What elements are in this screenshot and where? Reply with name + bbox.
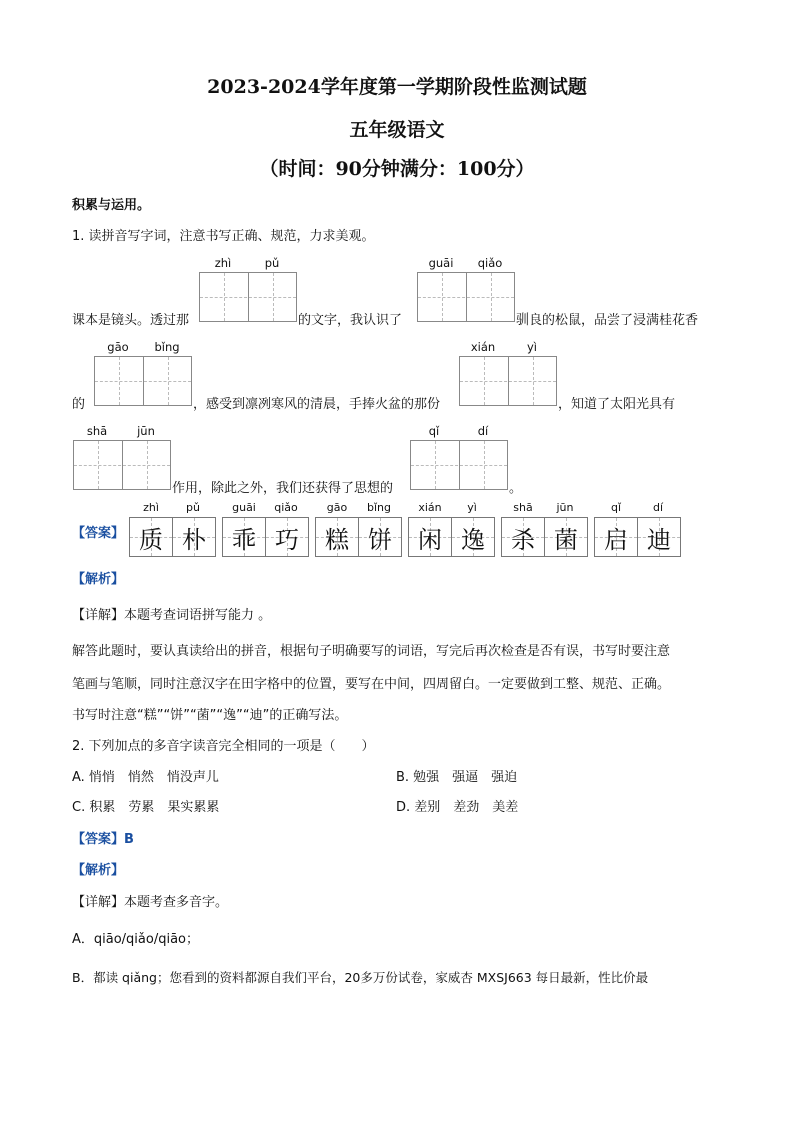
pinyin-yi: yì [526, 340, 537, 354]
answer-grid-1 [129, 517, 216, 557]
grade-subject-title: 五年级语文 [349, 119, 445, 141]
answer-pinyin-qiao: qiǎo [274, 501, 298, 514]
pinyin-sha: shā [86, 424, 108, 438]
pinyin-jun: jūn [137, 424, 155, 438]
writing-grid-6[interactable] [410, 440, 508, 490]
q1-line2-part1: 的 [72, 397, 86, 412]
pinyin-qiao: qiǎo [477, 256, 503, 270]
q1-stem: 1. 读拼音写字词，注意书写正确、规范，力求美观。 [72, 229, 375, 244]
answer-pinyin-xian: xián [418, 501, 442, 514]
answer-char: 朴 [182, 525, 206, 554]
q1-line1-part2: 的文字，我认识了 [298, 313, 403, 328]
q2-detail: 【详解】本题考查多音字。 [72, 895, 229, 910]
answer-pinyin-qi: qǐ [610, 501, 622, 514]
q1-detail: 【详解】本题考查词语拼写能力 。 [72, 608, 272, 623]
q2-option-c[interactable]: C. 积累 劳累 果实累累 [72, 800, 220, 815]
pinyin-bing: bǐng [154, 340, 180, 354]
answer-grid-3 [315, 517, 402, 557]
answer-char: 杀 [511, 525, 535, 554]
answer-char: 菌 [554, 525, 578, 554]
q2-option-d[interactable]: D. 差别 差劲 美差 [396, 800, 519, 815]
pinyin-qi: qǐ [428, 424, 440, 438]
answer-char: 巧 [275, 525, 299, 554]
writing-grid-5[interactable] [73, 440, 171, 490]
answer-label: 【答案】 [72, 526, 125, 541]
q1-analysis-para3: 书写时注意“糕”“饼”“菌”“逸”“迪”的正确写法。 [72, 708, 348, 723]
q1-line2-part2: ，感受到凛冽寒风的清晨，手捧火盆的那份 [193, 397, 441, 412]
q1-analysis-para2: 笔画与笔顺，同时注意汉字在田字格中的位置，要写在中间，四周留白。一定要做到工整、规范、正确。 [72, 677, 671, 692]
q1-line3-part2: 。 [509, 481, 523, 496]
answer-grid-6 [594, 517, 681, 557]
writing-grid-3[interactable] [94, 356, 192, 406]
q2-option-b[interactable]: B. 勉强 强逼 强迫 [396, 770, 518, 785]
answer-char: 迪 [647, 525, 671, 554]
answer-grid-5 [501, 517, 588, 557]
answer-pinyin-yi: yì [467, 501, 477, 514]
answer-pinyin-di: dí [652, 501, 664, 514]
section-heading: 积累与运用。 [72, 198, 151, 213]
time-score-subtitle: （时间：90分钟满分：100分） [259, 158, 535, 180]
answer-pinyin-pu: pǔ [186, 501, 200, 514]
writing-grid-1[interactable] [199, 272, 297, 322]
pinyin-gao: gāo [107, 340, 129, 354]
answer-char: 糕 [325, 525, 349, 554]
answer-pinyin-gao: gāo [326, 501, 348, 514]
exam-title: 2023-2024学年度第一学期阶段性监测试题 [207, 76, 587, 98]
q1-analysis-para1: 解答此题时，要认真读给出的拼音，根据句子明确要写的词语，写完后再次检查是否有误，书写时要注意 [72, 644, 671, 659]
answer-char: 饼 [368, 525, 392, 554]
q2-explain-a: A．qiāo/qiǎo/qiāo； [72, 932, 200, 947]
q2-analysis-label: 【解析】 [72, 863, 125, 878]
answer-pinyin-guai: guāi [232, 501, 256, 514]
answer-char: 闲 [418, 525, 442, 554]
answer-grid-4 [408, 517, 495, 557]
q2-stem: 2. 下列加点的多音字读音完全相同的一项是（ ） [72, 739, 375, 754]
pinyin-guai: guāi [428, 256, 454, 270]
writing-grid-4[interactable] [459, 356, 557, 406]
answer-pinyin-sha: shā [513, 501, 533, 514]
answer-grid-2 [222, 517, 309, 557]
writing-grid-2[interactable] [417, 272, 515, 322]
q2-option-a[interactable]: A. 悄悄 悄然 悄没声儿 [72, 770, 219, 785]
pinyin-zhi: zhì [214, 256, 232, 270]
q1-line1-part3: 驯良的松鼠，品尝了浸满桂花香 [516, 313, 699, 328]
q1-line2-part3: ，知道了太阳光具有 [558, 397, 676, 412]
pinyin-pu: pǔ [264, 256, 280, 270]
answer-char: 质 [139, 525, 163, 554]
q1-line3-part1: 作用，除此之外，我们还获得了思想的 [172, 481, 394, 496]
answer-char: 启 [604, 525, 628, 554]
q2-answer: 【答案】B [72, 832, 134, 847]
answer-char: 乖 [232, 525, 256, 554]
pinyin-di: dí [477, 424, 489, 438]
answer-char: 逸 [461, 525, 485, 554]
answer-pinyin-zhi: zhì [143, 501, 159, 514]
q2-explain-b: B．都读 qiǎng；您看到的资料都源自我们平台，20多万份试卷，家威杏 MXSJ663 每日最新，性比价最 [72, 970, 649, 985]
q1-line1-part1: 课本是镜头。透过那 [72, 313, 190, 328]
answer-pinyin-bing: bǐng [367, 501, 391, 514]
analysis-label: 【解析】 [72, 572, 125, 587]
answer-pinyin-jun: jūn [556, 501, 574, 514]
pinyin-xian: xián [470, 340, 496, 354]
